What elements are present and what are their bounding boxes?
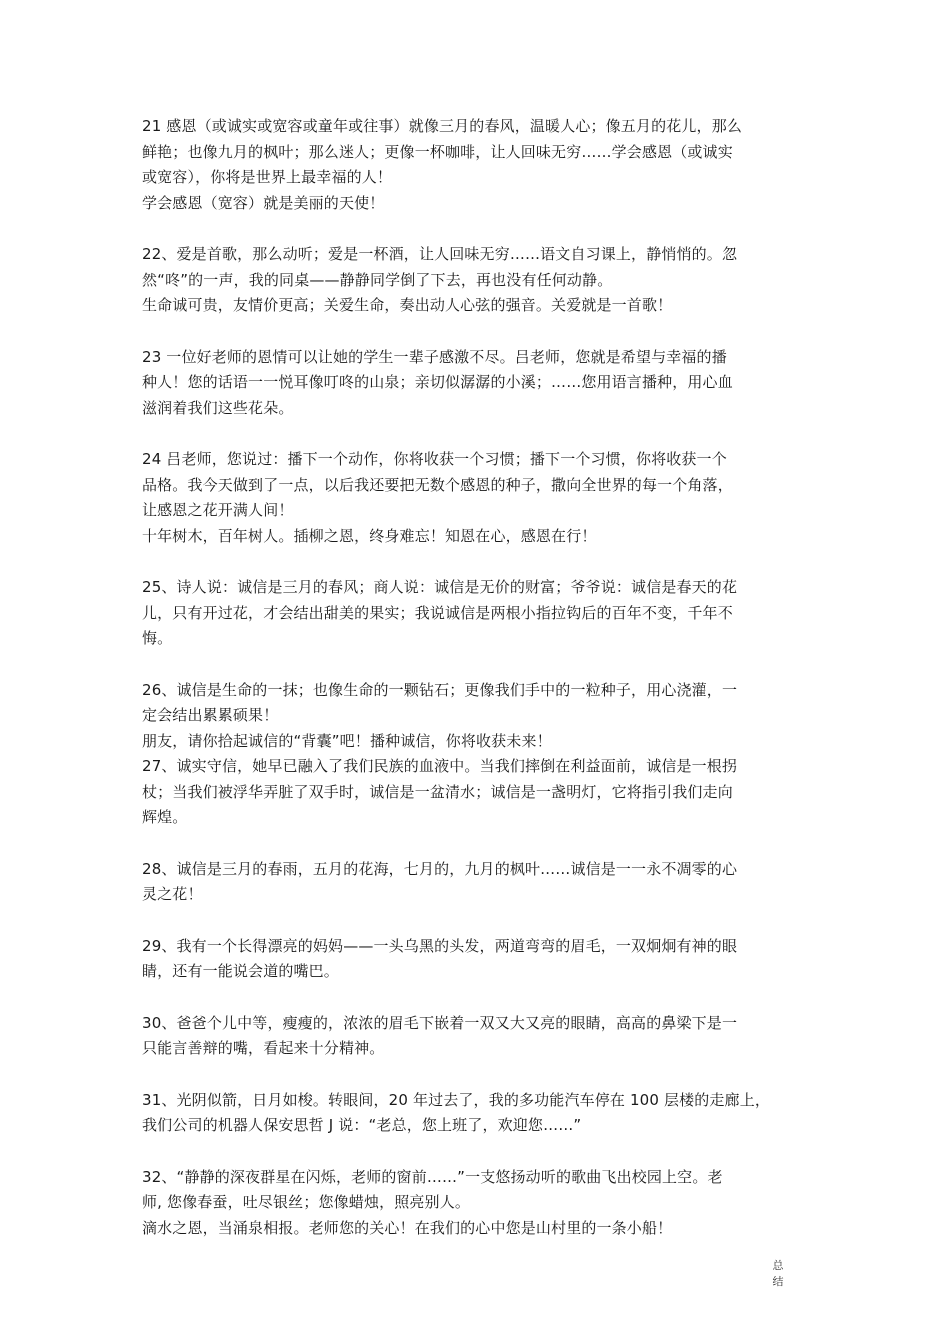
text-line: 学会感恩（宽容）就是美丽的天使！: [142, 193, 385, 212]
paragraph: [142, 1088, 822, 1139]
paragraph: [142, 1011, 822, 1062]
text-line: 鲜艳；也像九月的枫叶；那么迷人；更像一杯咖啡，让人回味无穷……学会感恩（或诚实: [142, 142, 733, 161]
text-line: 辉煌。: [142, 808, 188, 826]
text-line: 26、诚信是生命的一抹；也像生命的一颗钻石；更像我们手中的一粒种子，用心浇灌，一: [142, 680, 738, 699]
text-line: 悔。: [142, 629, 173, 647]
paragraph: [142, 447, 822, 549]
footer-mark: [770, 1258, 786, 1290]
text-line: 定会结出累累硕果！: [142, 706, 279, 724]
paragraph: [142, 754, 822, 831]
text-line: 我们公司的机器人保安思哲 J 说：“老总，您上班了，欢迎您……”: [142, 1116, 582, 1134]
text-line: 灵之花！: [142, 885, 203, 903]
text-line: 滴水之恩，当涌泉相报。老师您的关心！在我们的心中您是山村里的一条小船！: [142, 1218, 673, 1237]
text-line: 23 一位好老师的恩情可以让她的学生一辈子感激不尽。吕老师，您就是希望与幸福的播: [142, 347, 727, 366]
text-line: 31、光阴似箭，日月如梭。转眼间，20 年过去了，我的多功能汽车停在 100 层楼的走廊上，: [142, 1090, 771, 1109]
paragraph: [142, 934, 822, 985]
document-body: [142, 114, 822, 1267]
text-line: 24 吕老师，您说过：播下一个动作，你将收获一个习惯；播下一个习惯，你将收获一个: [142, 450, 727, 468]
footer-char: 总: [772, 1259, 784, 1272]
text-line: 种人！您的话语一一悦耳像叮咚的山泉；亲切似潺潺的小溪；……您用语言播种，用心血: [142, 373, 733, 391]
text-line: 或宽容），你将是世界上最幸福的人！: [142, 168, 393, 186]
text-line: 品格。我今天做到了一点，以后我还要把无数个感恩的种子，撒向全世界的每一个角落，: [142, 475, 733, 494]
paragraph: [142, 114, 822, 216]
paragraph: [142, 857, 822, 908]
footer-char: 结: [772, 1275, 784, 1288]
text-line: 32、“静静的深夜群星在闪烁，老师的窗前……”一支悠扬动听的歌曲飞出校园上空。老: [142, 1167, 723, 1186]
text-line: 27、诚实守信，她早已融入了我们民族的血液中。当我们摔倒在利益面前，诚信是一根拐: [142, 757, 738, 775]
text-line: 睛，还有一能说会道的嘴巴。: [142, 962, 339, 980]
text-line: 滋润着我们这些花朵。: [142, 398, 294, 417]
text-line: 25、诗人说：诚信是三月的春风；商人说：诚信是无价的财富；爷爷说：诚信是春天的花: [142, 578, 738, 596]
text-line: 然“咚”的一声，我的同桌——静静同学倒了下去，再也没有任何动静。: [142, 270, 613, 289]
text-line: 30、爸爸个儿中等，瘦瘦的，浓浓的眉毛下嵌着一双又大又亮的眼睛，高高的鼻梁下是一: [142, 1013, 738, 1032]
text-line: 朋友，请你拾起诚信的“背囊”吧！播种诚信，你将收获未来！: [142, 731, 552, 750]
text-line: 21 感恩（或诚实或宽容或童年或往事）就像三月的春风，温暖人心；像五月的花儿，那么: [142, 117, 743, 135]
text-line: 28、诚信是三月的春雨，五月的花海，七月的，九月的枫叶……诚信是一一永不凋零的心: [142, 859, 738, 878]
text-line: 师, 您像春蚕，吐尽银丝；您像蜡烛，照亮别人。: [142, 1193, 470, 1211]
text-line: 生命诚可贵，友情价更高；关爱生命，奏出动人心弦的强音。关爱就是一首歌！: [142, 296, 673, 314]
paragraph: [142, 678, 822, 755]
text-line: 杖；当我们被浮华弄脏了双手时，诚信是一盆清水；诚信是一盏明灯，它将指引我们走向: [142, 782, 733, 801]
text-line: 只能言善辩的嘴，看起来十分精神。: [142, 1039, 385, 1057]
text-line: 29、我有一个长得漂亮的妈妈——一头乌黑的头发，两道弯弯的眉毛，一双炯炯有神的眼: [142, 936, 738, 955]
text-line: 让感恩之花开满人间！: [142, 501, 294, 519]
text-line: 儿，只有开过花，才会结出甜美的果实；我说诚信是两根小指拉钩后的百年不变，千年不: [142, 603, 733, 622]
text-line: 十年树木，百年树人。插柳之恩，终身难忘！知恩在心，感恩在行！: [142, 526, 597, 545]
paragraph: [142, 575, 822, 652]
paragraph: [142, 345, 822, 422]
paragraph: [142, 1165, 822, 1242]
paragraph: [142, 242, 822, 319]
text-line: 22、爱是首歌，那么动听；爱是一杯酒，让人回味无穷……语文自习课上，静悄悄的。忽: [142, 245, 738, 263]
